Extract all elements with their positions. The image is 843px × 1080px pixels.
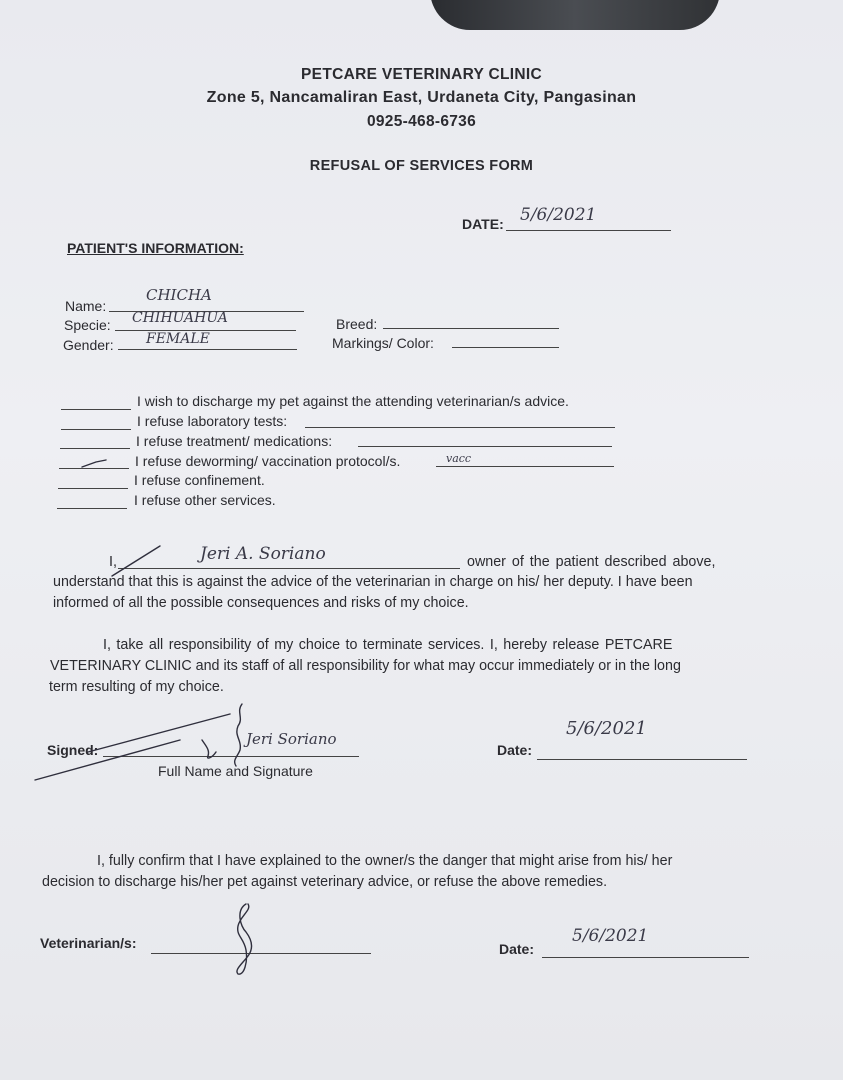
specie-value: CHIHUAHUA <box>132 310 228 326</box>
owner-date-label: Date: <box>497 742 533 758</box>
vet-date-label: Date: <box>499 941 535 957</box>
phone-edge-decoration <box>430 0 720 30</box>
signature-caption: Full Name and Signature <box>158 763 313 779</box>
vet-date-value: 5/6/2021 <box>572 926 649 946</box>
refusal-blank <box>61 409 131 410</box>
refusal-blank <box>57 508 127 509</box>
refusal-text: I refuse treatment/ medications: <box>136 433 333 449</box>
refusal-detail-line <box>358 446 612 447</box>
statement3-line2: decision to discharge his/her pet against veterinary advice, or refuse the above remedies. <box>42 874 608 890</box>
statement1-prefix: I, <box>109 554 117 570</box>
owner-signature: Jeri Soriano <box>246 730 337 748</box>
patient-info-heading: PATIENT'S INFORMATION: <box>67 240 244 256</box>
gender-value: FEMALE <box>146 331 210 347</box>
check-mark <box>80 458 110 470</box>
owner-date-line <box>537 759 747 760</box>
date-label: DATE: <box>462 216 504 232</box>
refusal-note: vacc <box>446 452 472 465</box>
statement1-line2: understand that this is against the advice of the veterinarian in charge on his/ her deputy. I have been <box>53 574 693 590</box>
clinic-name: PETCARE VETERINARY CLINIC <box>301 66 542 83</box>
statement1-line3: informed of all the possible consequences and risks of my choice. <box>53 595 469 611</box>
name-value: CHICHA <box>146 286 212 304</box>
markings-label: Markings/ Color: <box>332 335 434 351</box>
signed-label: Signed: <box>47 742 99 758</box>
vet-signature <box>226 900 266 978</box>
statement3-line1: I, fully confirm that I have explained to the owner/s the danger that might arise from his/ her <box>97 853 673 869</box>
clinic-address: Zone 5, Nancamaliran East, Urdaneta City, Pangasinan <box>206 89 637 106</box>
refusal-text: I refuse other services. <box>134 492 276 508</box>
refusal-blank <box>60 448 130 449</box>
statement1-line1: owner of the patient described above, <box>467 554 716 570</box>
vet-date-line <box>542 957 749 958</box>
markings-line <box>452 347 559 348</box>
vet-label: Veterinarian/s: <box>40 935 137 951</box>
refusal-text: I wish to discharge my pet against the attending veterinarian/s advice. <box>137 393 569 409</box>
refusal-detail-line <box>305 427 615 428</box>
gender-line <box>118 349 297 350</box>
refusal-blank <box>58 488 128 489</box>
statement2-line3: term resulting of my choice. <box>49 679 224 695</box>
breed-line <box>383 328 559 329</box>
date-line <box>506 230 671 231</box>
refusal-text: I refuse confinement. <box>134 472 265 488</box>
owner-date-value: 5/6/2021 <box>566 718 647 739</box>
refusal-text: I refuse laboratory tests: <box>137 413 288 429</box>
owner-name-value: Jeri A. Soriano <box>200 544 326 564</box>
gender-label: Gender: <box>63 337 114 353</box>
clinic-phone: 0925-468-6736 <box>366 113 477 130</box>
refusal-text: I refuse deworming/ vaccination protocol/s. <box>135 453 401 469</box>
name-label: Name: <box>65 298 107 314</box>
refusal-detail-line <box>436 466 614 467</box>
refusal-blank <box>61 429 131 430</box>
statement2-line2: VETERINARY CLINIC and its staff of all responsibility for what may occur immediately or in the long <box>50 658 681 674</box>
statement2-line1: I, take all responsibility of my choice to terminate services. I, hereby release PETCARE <box>103 637 673 653</box>
breed-label: Breed: <box>336 316 378 332</box>
form-title: REFUSAL OF SERVICES FORM <box>309 158 534 174</box>
date-value: 5/6/2021 <box>520 205 597 225</box>
specie-label: Specie: <box>64 317 111 333</box>
